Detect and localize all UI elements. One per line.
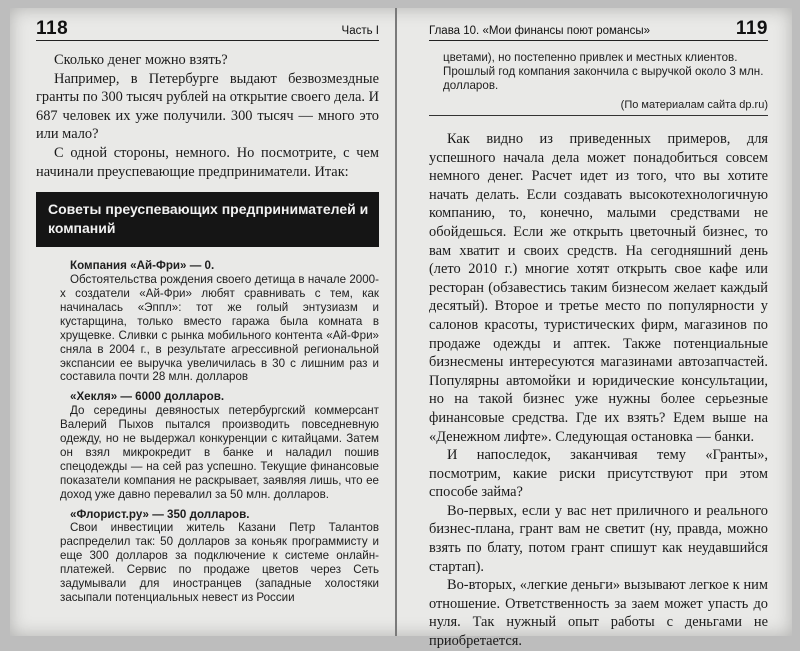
sidebar-box [36, 259, 379, 605]
sidebar-item [60, 508, 379, 605]
left-page-header [36, 8, 379, 41]
sidebar-item [60, 390, 379, 501]
paragraph: Например, в Петербурге выдают безвозмездные гранты по 300 тысяч рублей на открытие своего дела. И 687 человек их уже получили. 300 тысяч — много это или мало? [36, 70, 379, 143]
paragraph: С одной стороны, немного. Но посмотрите, с чем начинали преуспевающие предприниматели. Итак: [36, 144, 379, 180]
right-page-header [429, 8, 768, 41]
running-head: Глава 10. «Мои финансы поют романсы» [429, 25, 651, 37]
running-head: Часть I [341, 25, 379, 37]
page-number: 119 [735, 18, 768, 39]
right-page [395, 8, 792, 650]
paragraph: Как видно из приведенных примеров, для успешного начала дела может понадобиться совсем немного денег. Расчет идет из того, что вы хотите начать делать. Если создавать высокотехнологичную компанию, то, конечно, малыми средствами не обойдешься. Если же открыть цветочный бизнес, то вам хватит и своих средств. На сегодняшний день (лето 2010 г.) многие хотят открыть свое кафе или ресторан (обзавестись таким бизнесом желает каждый десятый). Второе и третье место по популярности у салонов красоты, туристических фирм, магазинов по продаже одежды и аптек. Также потенциальные бизнесмены интересуются магазинами автозапчастей. Популярны автомойки и юридические консультации, но на такой бизнес уже нужны более серьезные финансовые средства. Где их взять? Едем выше на «Денежном лифте». Следующая остановка — банки. [429, 131, 768, 445]
paragraph: И напоследок, заканчивая тему «Гранты», посмотрим, какие риски присутствуют при этом способе займа? [429, 447, 768, 501]
sidebar-continuation: цветами), но постепенно привлек и местных клиентов. Прошлый год компания закончила с выручкой около 3 млн. долларов. [443, 51, 764, 92]
paragraph: Во-первых, если у вас нет приличного и реального бизнес-плана, грант вам не светит (ну, правда, можно взять по блату, потом грант спишут как неудавшийся стартап). [429, 502, 768, 575]
left-page [10, 8, 395, 636]
sidebar-item-text: Свои инвестиции житель Казани Петр Талантов распределил так: 50 долларов за коньяк программисту и еще 300 долларов за подключение к системе онлайн-платежей. Сервис по продаже цветов через Сеть задумывали для иностранцев (западные холостяки засыпали потенциальных невест из России [60, 521, 379, 604]
divider [429, 115, 768, 116]
source-note: (По материалам сайта dp.ru) [620, 99, 768, 111]
sidebar-item-heading: «Флорист.ру» — 350 долларов. [70, 507, 250, 521]
sidebar-title: Советы преуспевающих предпринимателей и компаний [36, 192, 379, 247]
sidebar-item-text: Обстоятельства рождения своего детища в начале 2000-х создатели «Ай-Фри» любят сравнивать с тем, как начиналась «Эппл»: тот же голый энтузиазм и кустарщина, только вместо гаража была комната в хрущевке. Сливки с рынка мобильного контента «Ай-Фри» сняла в 2004 г., в результате агрессивной региональной экспансии ее выручка увеличилась в 30 с лишним раз и составила почти 28 млн. долларов [60, 273, 379, 384]
sidebar-item-text: До середины девяностых петербургский коммерсант Валерий Пыхов пытался производить повседневную одежду, но не выдержал конкуренции с китайцами. Затем он взял микрокредит в банке и наладил пошив спецодежды — на сей раз успешно. Текущие финансовые показатели компания не раскрывает, заявляя лишь, что ее доход уже давно перевалил за 50 млн. долларов. [60, 404, 379, 501]
body-text [429, 130, 768, 651]
intro-text [36, 51, 379, 181]
paragraph: Во-вторых, «легкие деньги» вызывают легкое к ним отношение. Ответственность за заем может упасть до нуля. Так нужный опыт работы с деньгами не приобретается. [429, 577, 768, 650]
sidebar-item [60, 259, 379, 384]
paragraph: Сколько денег можно взять? [54, 52, 228, 68]
sidebar-item-heading: «Хекля» — 6000 долларов. [70, 390, 225, 404]
book-spread [10, 8, 792, 650]
sidebar-item-heading: Компания «Ай-Фри» — 0. [70, 259, 215, 273]
page-number: 118 [36, 18, 69, 39]
